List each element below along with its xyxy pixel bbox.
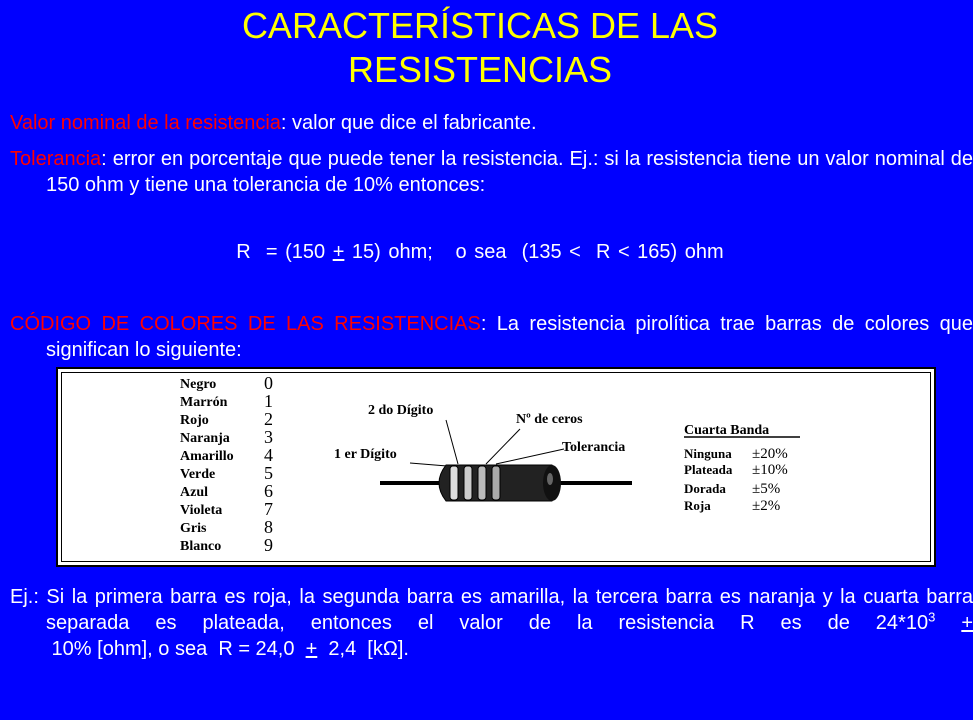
color-name-violeta: Violeta: [180, 503, 223, 518]
fourth-band-ninguna: Ninguna: [684, 446, 732, 461]
codigo-paragraph: [10, 311, 973, 363]
color-digit-8: 8: [264, 517, 273, 537]
color-digit-0: 0: [264, 373, 273, 393]
color-name-rojo: Rojo: [180, 413, 209, 428]
title-line-2: RESISTENCIAS: [347, 49, 613, 90]
example-plus-minus-2: +: [305, 638, 318, 660]
color-name-negro: Negro: [180, 377, 217, 392]
color-name-verde: Verde: [180, 467, 216, 482]
valor-nominal-text: : valor que dice el fabricante.: [280, 112, 537, 134]
example-exponent: 3: [928, 609, 936, 625]
fourth-band-heading: Cuarta Banda: [684, 423, 770, 438]
example-text-3: 2,4 [kΩ].: [317, 638, 409, 660]
color-code-figure: [56, 367, 936, 567]
band-3: [478, 466, 486, 500]
tolerancia-text: : error en porcentaje que puede tener la resistencia. Ej.: si la resistencia tiene un valor nominal de 150 ohm y tiene una tolerancia de 10% entonces:: [46, 148, 973, 196]
tolerance-formula: [0, 239, 960, 265]
tolerancia-paragraph: [10, 146, 973, 198]
codigo-text: : La resistencia pirolítica trae barras de colores que significan lo siguiente:: [46, 313, 973, 361]
fourth-band-dorada: Dorada: [684, 481, 726, 496]
band-4: [492, 466, 500, 500]
color-digit-9: 9: [264, 535, 273, 555]
valor-nominal-term: Valor nominal de la resistencia: [10, 112, 281, 134]
color-name-naranja: Naranja: [180, 431, 230, 446]
color-name-amarillo: Amarillo: [180, 449, 234, 464]
valor-nominal-paragraph: [10, 110, 973, 136]
color-name-marron: Marrón: [180, 395, 228, 410]
color-digit-7: 7: [264, 499, 273, 519]
color-name-gris: Gris: [180, 521, 207, 536]
color-code-diagram: [58, 369, 934, 565]
fourth-band-roja: Roja: [684, 498, 711, 513]
color-name-azul: Azul: [180, 485, 208, 500]
fourth-band-value-10: ±10%: [752, 462, 788, 478]
example-text-1: Ej.: Si la primera barra es roja, la segunda barra es amarilla, la tercera barra es naranja y la cuarta barra separada es plateada, entonces el valor de la resistencia R es de 24*10: [10, 586, 973, 634]
label-second-digit: 2 do Dígito: [368, 403, 434, 418]
color-digit-6: 6: [264, 481, 273, 501]
resistor-highlight: [547, 473, 553, 485]
color-digit-1: 1: [264, 391, 273, 411]
label-zeros: Nº de ceros: [516, 412, 583, 427]
fourth-band-plateada: Plateada: [684, 462, 733, 477]
fourth-band-value-20: ±20%: [752, 446, 788, 462]
color-digit-4: 4: [264, 445, 273, 465]
leader-line-tolerance: [496, 449, 564, 464]
codigo-term: CÓDIGO DE COLORES DE LAS RESISTENCIAS: [10, 313, 481, 335]
color-digit-2: 2: [264, 409, 273, 429]
title-line-1: CARACTERÍSTICAS DE LAS: [241, 5, 719, 46]
example-text-2: 10% [ohm], o sea R = 24,0: [46, 638, 306, 660]
example-space: [935, 612, 961, 634]
formula-part-2: 15) ohm; o sea (135 < R < 165) ohm: [344, 241, 724, 263]
example-plus-minus-1: +: [961, 612, 973, 634]
leader-line-second-digit: [446, 420, 458, 464]
fourth-band-value-5: ±5%: [752, 481, 781, 497]
leader-line-first-digit: [410, 463, 447, 466]
color-name-blanco: Blanco: [180, 539, 222, 554]
color-digit-3: 3: [264, 427, 273, 447]
example-paragraph: [10, 584, 973, 662]
resistor-icon: [380, 465, 632, 501]
band-1: [450, 466, 458, 500]
fourth-band-value-2: ±2%: [752, 498, 781, 514]
leader-line-zeros: [486, 429, 520, 464]
label-first-digit: 1 er Dígito: [334, 447, 397, 462]
color-digit-5: 5: [264, 463, 273, 483]
formula-part-1: R = (150: [236, 241, 333, 263]
band-2: [464, 466, 472, 500]
tolerancia-term: Tolerancia: [10, 148, 102, 170]
formula-plus-minus: +: [332, 241, 345, 263]
label-tolerance: Tolerancia: [562, 440, 626, 455]
slide-title: [0, 4, 960, 92]
